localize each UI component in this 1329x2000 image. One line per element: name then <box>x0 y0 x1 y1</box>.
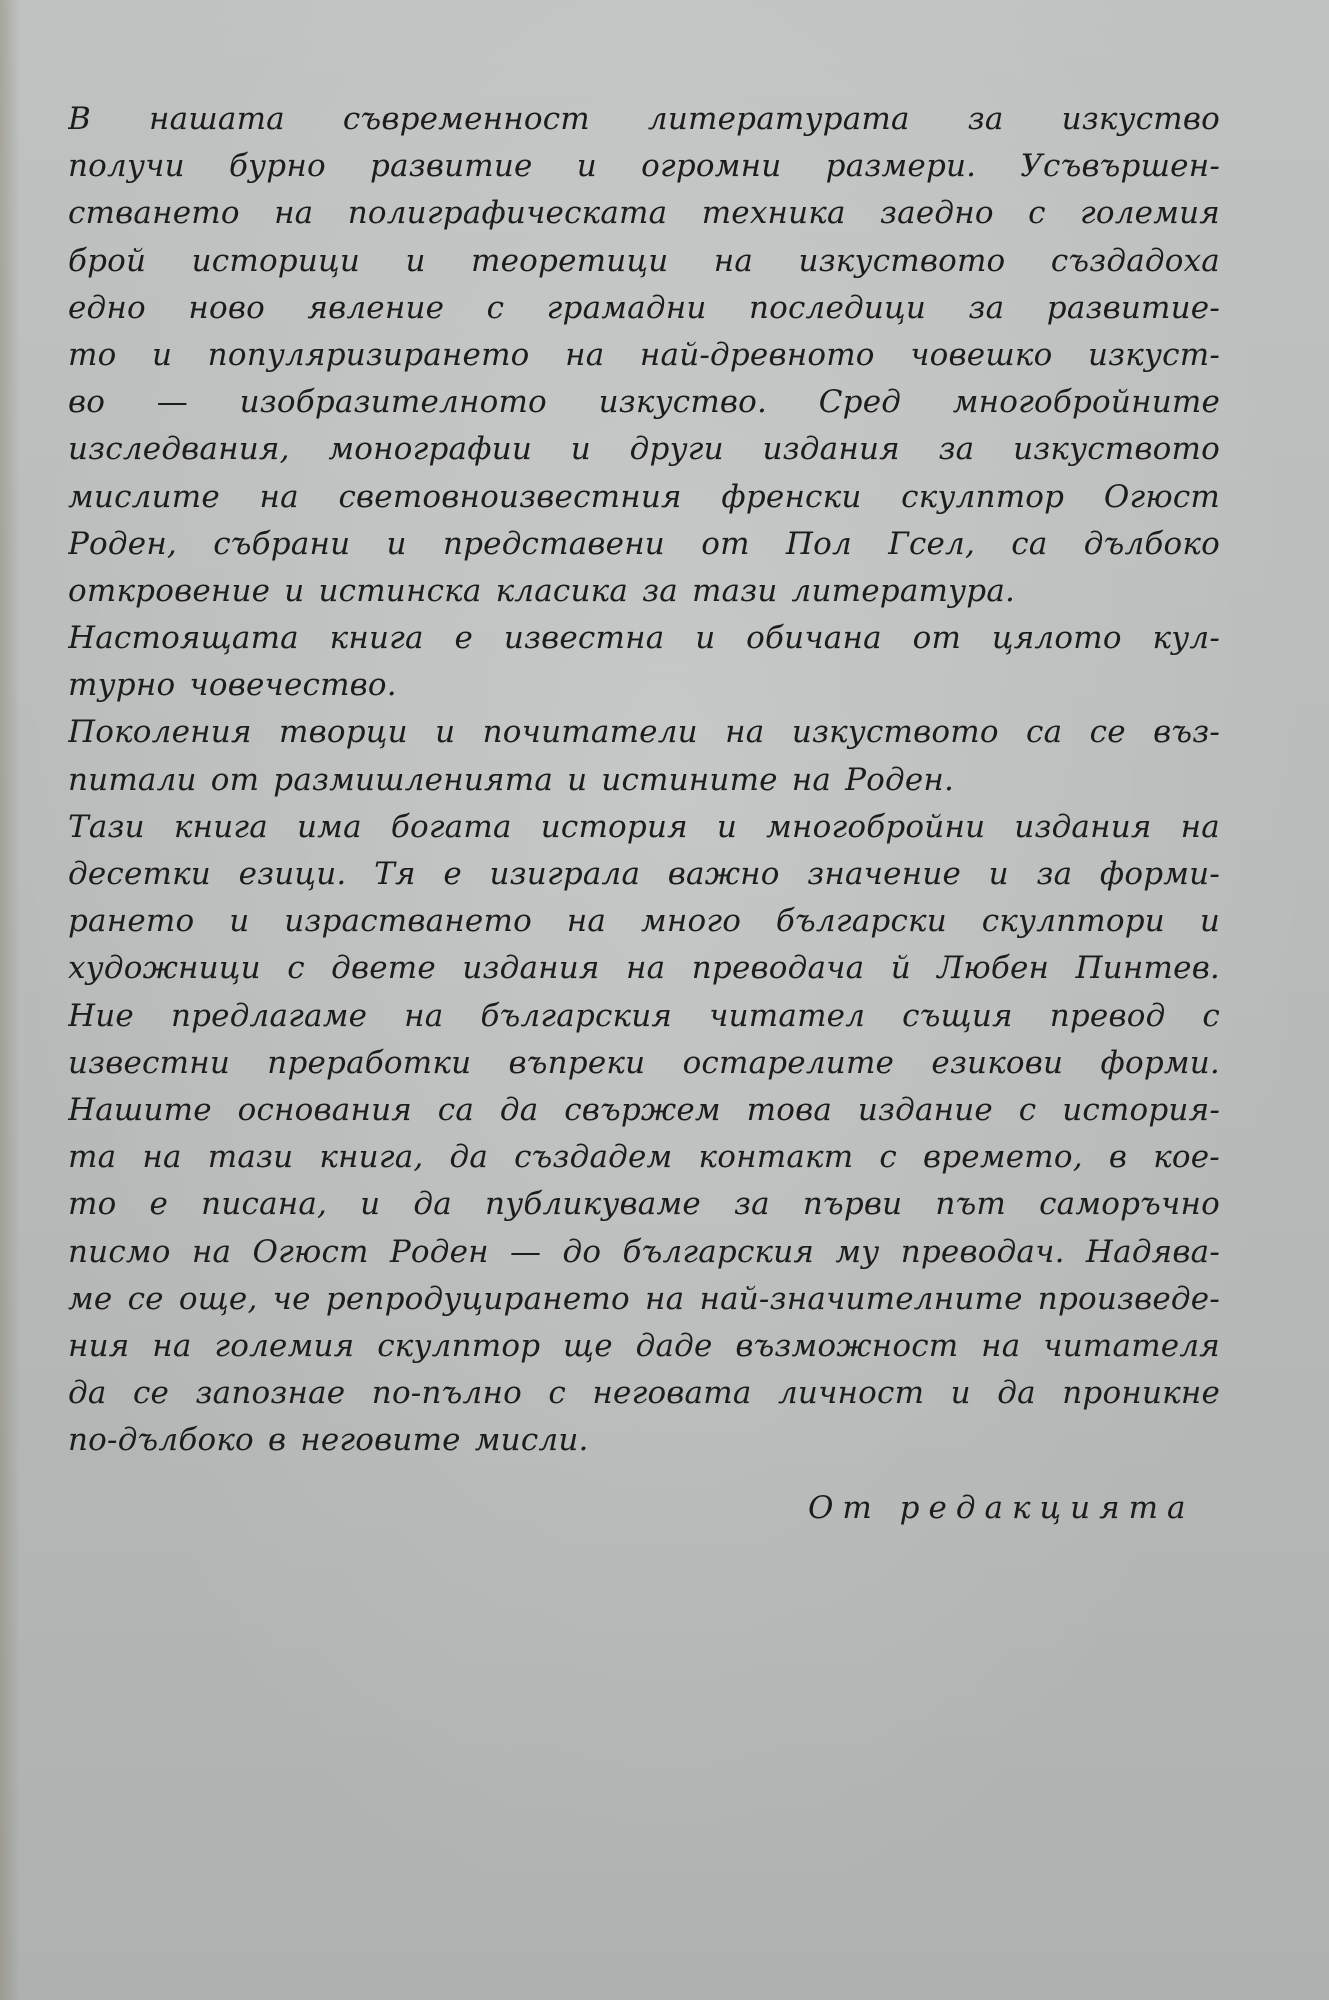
text-line: да се запознае по-пълно с неговата личност и да проникне <box>68 1375 1220 1412</box>
text-line: получи бурно развитие и огромни размери. Усъвършен- <box>68 148 1220 185</box>
text-line: едно ново явление с грамадни последици за развитие- <box>68 289 1220 326</box>
text-line: Настоящата книга е известна и обичана от цялото кул- <box>68 620 1220 657</box>
text-line: ния на големия скулптор ще даде възможност на читателя <box>68 1327 1220 1364</box>
text-line: Тази книга има богата история и многобройни издания на <box>68 808 1220 845</box>
text-line: десетки езици. Тя е изиграла важно значение и за форми- <box>68 856 1220 892</box>
text-line: изследвания, монографии и други издания за изкуството <box>68 431 1220 468</box>
text-line: писмо на Огюст Роден — до българския му преводач. Надява- <box>68 1233 1220 1270</box>
text-line: В нашата съвременност литературата за изкуство <box>68 101 1220 137</box>
text-line: то е писана, и да публикуваме за първи път саморъчно <box>68 1186 1220 1223</box>
text-line: по-дълбоко в неговите мисли. <box>68 1422 589 1459</box>
text-line: рането и израстването на много български скулптори и <box>68 903 1220 940</box>
text-line: питали от размишленията и истините на Роден. <box>68 761 955 798</box>
text-line: стването на полиграфическата техника заедно с големия <box>68 195 1220 232</box>
text-line: Ние предлагаме на българския читател същия превод с <box>68 997 1220 1034</box>
page-edge-shadow <box>0 0 20 2000</box>
text-line: турно човечество. <box>68 667 397 704</box>
text-line: ме се още, че репродуцирането на най-значителните произведе- <box>68 1280 1220 1317</box>
text-line: художници с двете издания на преводача й Любен Пинтев. <box>68 950 1220 987</box>
text-line: Нашите основания са да свържем това издание с история- <box>68 1091 1220 1128</box>
editorial-signature: От редакцията <box>808 1490 1195 1526</box>
text-line: Поколения творци и почитатели на изкуството са се въз- <box>68 714 1220 751</box>
text-line: то и популяризирането на най-древното човешко изкуст- <box>68 336 1220 373</box>
text-line: мислите на световноизвестния френски скулптор Огюст <box>68 478 1220 515</box>
editorial-note-text <box>68 96 1220 1464</box>
text-line: Роден, събрани и представени от Пол Гсел, са дълбоко <box>68 525 1220 562</box>
text-line: брой историци и теоретици на изкуството създадоха <box>68 242 1220 279</box>
text-line: во — изобразителното изкуство. Сред многобройните <box>68 384 1220 421</box>
text-line: откровение и истинска класика за тази литература. <box>68 572 1016 609</box>
text-line: известни преработки въпреки остарелите езикови форми. <box>68 1044 1220 1081</box>
text-line: та на тази книга, да създадем контакт с времето, в кое- <box>68 1139 1220 1176</box>
